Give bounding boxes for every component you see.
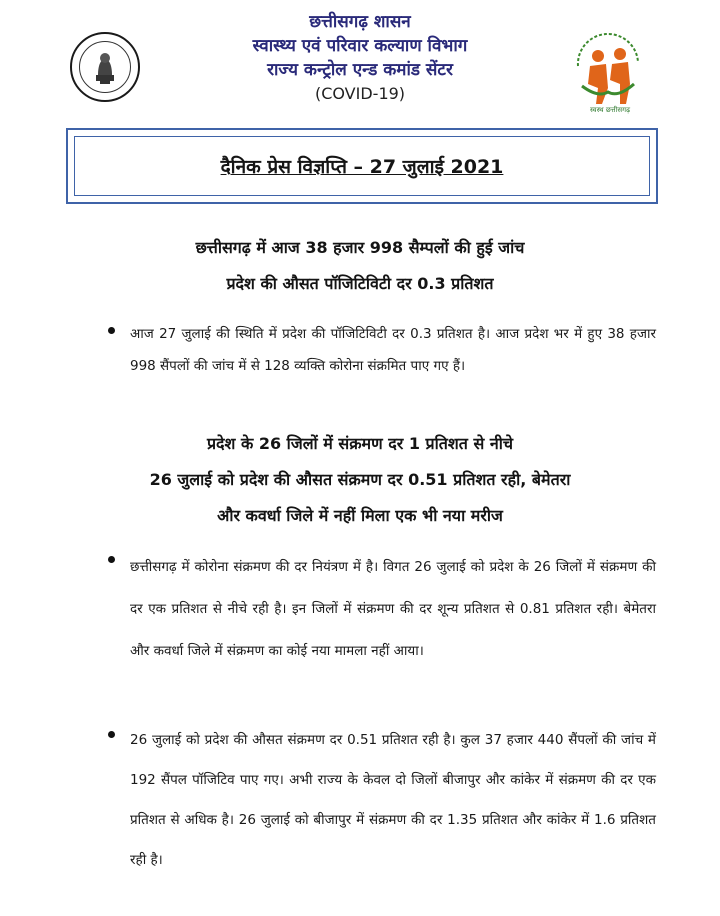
- header-line-3: राज्य कन्ट्रोल एन्ड कमांड सेंटर: [267, 60, 453, 80]
- section2-headline-2: 26 जुलाई को प्रदेश की औसत संक्रमण दर 0.51 प्रतिशत रही, बेमेतरा: [149, 470, 571, 489]
- lion-capital-icon: [90, 49, 120, 85]
- header-line-2: स्वास्थ्य एवं परिवार कल्याण विभाग: [252, 36, 468, 56]
- section1-headline-1: छत्तीसगढ़ में आज 38 हजार 998 सैम्पलों की हुई जांच: [195, 238, 525, 257]
- bullet-icon: [108, 556, 115, 563]
- chhattisgarh-emblem-logo: [70, 32, 140, 102]
- page-header: [0, 8, 720, 114]
- section1-bullet-text: आज 27 जुलाई की स्थिति में प्रदेश की पॉजिटिविटी दर 0.3 प्रतिशत है। आज प्रदेश भर में हुए 38 हजार 998 सैंपलों की जांच में से 128 व्यक्ति कोरोना संक्रमित पाए गए हैं।: [130, 326, 656, 374]
- emblem-inner-ring: [79, 41, 131, 93]
- bullet-icon: [108, 731, 115, 738]
- bullet-icon: [108, 327, 115, 334]
- section2-bullet-1-text: छत्तीसगढ़ में कोरोना संक्रमण की दर नियंत्रण में है। विगत 26 जुलाई को प्रदेश के 26 जिलों में संक्रमण की दर एक प्रतिशत से नीचे रही है। इन जिलों में संक्रमण की दर शून्य प्रतिशत से 0.81 प्रतिशत रही। बेमेतरा और कवर्धा जिले में संक्रमण का कोई नया मामला नहीं आया।: [130, 559, 656, 659]
- press-release-title: दैनिक प्रेस विज्ञप्ति – 27 जुलाई 2021: [220, 156, 504, 178]
- section2-bullet-2: [108, 720, 656, 880]
- section2-headline-1: प्रदेश के 26 जिलों में संक्रमण दर 1 प्रतिशत से नीचे: [206, 434, 514, 453]
- section2-bullet-1: [108, 546, 656, 672]
- right-logo-caption: स्वस्थ छत्तीसगढ़: [589, 106, 631, 114]
- section1-bullet: [108, 318, 656, 382]
- header-title-block: [160, 10, 560, 106]
- title-box-inner: [74, 136, 650, 196]
- section2-headline-3: और कवर्धा जिले में नहीं मिला एक भी नया मरीज: [217, 506, 503, 525]
- header-line-covid: (COVID-19): [314, 84, 406, 103]
- press-release-title-box: [66, 128, 658, 204]
- section1-headline-2: प्रदेश की औसत पॉजिटिविटी दर 0.3 प्रतिशत: [226, 274, 494, 293]
- section2-bullet-2-text: 26 जुलाई को प्रदेश की औसत संक्रमण दर 0.51 प्रतिशत रही है। कुल 37 हजार 440 सैंपलों की जांच में 192 सैंपल पॉजिटिव पाए गए। अभी राज्य के केवल दो जिलों बीजापुर और कांकेर में संक्रमण की दर एक प्रतिशत से अधिक है। 26 जुलाई को बीजापुर में संक्रमण की दर 1.35 प्रतिशत और कांकेर में 1.6 प्रतिशत रही है।: [130, 732, 656, 868]
- header-line-1: छत्तीसगढ़ शासन: [309, 12, 411, 32]
- swasth-chhattisgarh-logo: [568, 26, 648, 114]
